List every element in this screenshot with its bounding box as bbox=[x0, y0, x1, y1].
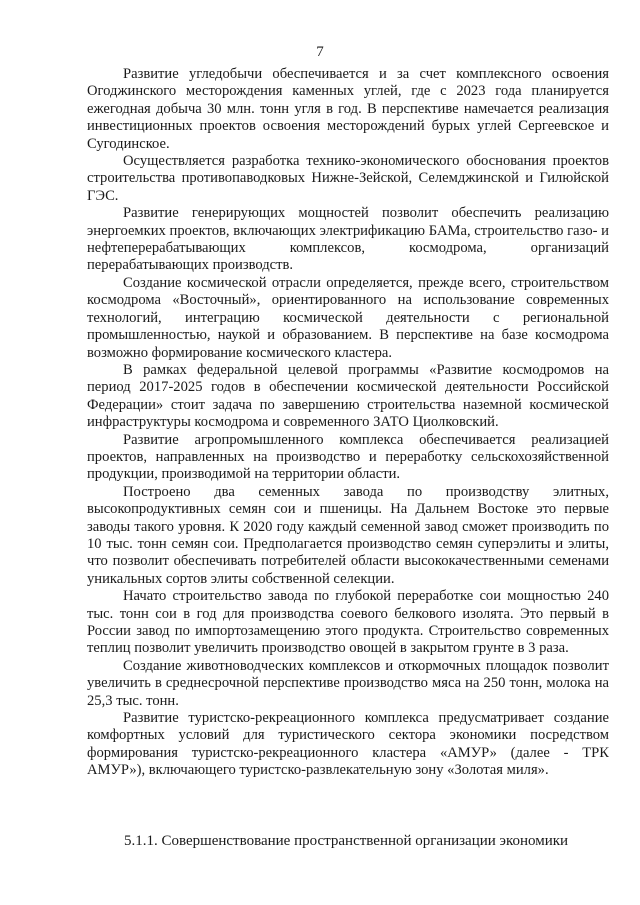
paragraph-coal-mining: Развитие угледобычи обеспечивается и за счет комплексного освоения Огоджинского месторождения каменных углей, где с 2023 года планируется ежегодная добыча 30 млн. тонн угля в год. В перспективе намечается реализация инвестиционных проектов освоения месторождений бурых углей Сергеевское и Сугодинское. bbox=[87, 66, 609, 152]
paragraph-space-industry: Создание космической отрасли определяется, прежде всего, строительством космодрома «Восточный», ориентированного на использование современных технологий, интеграцию космической деятельности с региональной промышленностью, наукой и образованием. В перспективе на базе космодрома возможно формирование космического кластера. bbox=[87, 274, 609, 361]
paragraph-tourism: Развитие туристско-рекреационного комплекса предусматривает создание комфортных условий для туристического сектора экономики посредством формирования туристско-рекреационного кластера «АМУР» (далее - ТРК АМУР»), включающего туристско-развлекательную зону «Золотая миля». bbox=[87, 710, 609, 779]
paragraph-agro-complex: Развитие агропромышленного комплекса обеспечивается реализацией проектов, направленных на производство и переработку сельскохозяйственной продукции, производимой на территории области. bbox=[87, 431, 609, 483]
paragraph-generating-capacity: Развитие генерирующих мощностей позволит обеспечить реализацию энергоемких проектов, включающих электрификацию БАМа, строительство газо- и нефтеперерабатывающих комплексов, космодрома, организаций перерабатывающих производств. bbox=[87, 205, 609, 274]
paragraph-seed-plants: Построено два семенных завода по производству элитных, высокопродуктивных семян сои и пшеницы. На Дальнем Востоке это первые заводы такого уровня. К 2020 году каждый семенной завод сможет производить по 10 тыс. тонн семян сои. Предполагается производство семян суперэлиты и элиты, что позволит обеспечивать потребителей области высококачественными семенами уникальных сортов элиты собственной селекции. bbox=[87, 483, 609, 587]
page-number: 7 bbox=[316, 44, 324, 60]
paragraph-hydro-plants: Осуществляется разработка технико-экономического обоснования проектов строительства противопаводковых Нижне-Зейской, Селемджинской и Гилюйской ГЭС. bbox=[87, 153, 609, 204]
body-text bbox=[87, 66, 609, 780]
paragraph-soy-processing: Начато строительство завода по глубокой переработке сои мощностью 240 тыс. тонн сои в год для производства соевого белкового изолята. Это первый в России завод по импортозамещению этого продукта. Строительство современных теплиц позволит увеличить производство овощей в закрытом грунте в 3 раза. bbox=[87, 588, 609, 657]
paragraph-federal-program: В рамках федеральной целевой программы «Развитие космодромов на период 2017-2025 годов в обеспечении космической деятельности Российской Федерации» стоит задача по завершению строительства наземной космической инфраструктуры космодрома и современного ЗАТО Циолковский. bbox=[87, 361, 609, 431]
paragraph-livestock: Создание животноводческих комплексов и откормочных площадок позволит увеличить в среднесрочной перспективе производство мяса на 250 тонн, молока на 25,3 тыс. тонн. bbox=[87, 657, 609, 709]
section-heading: 5.1.1. Совершенствование пространственной организации экономики bbox=[124, 833, 569, 849]
